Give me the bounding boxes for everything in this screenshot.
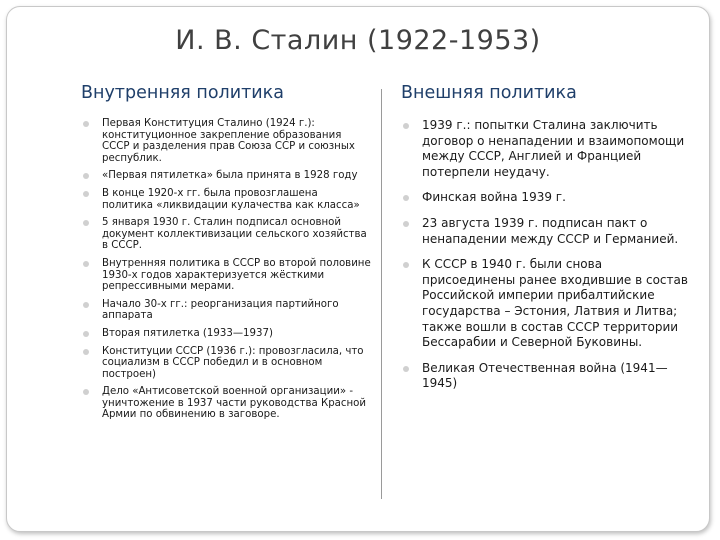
list-item-text: «Первая пятилетка» была принята в 1928 году: [102, 170, 358, 182]
list-item-text: К СССР в 1940 г. были снова присоединены ранее входившие в состав Российской империи прибалтийские государства – Эстония, Латвия и Литва; также вошли в состав СССР территории Бессарабии и Северной Буковины.: [422, 257, 688, 350]
bullet-icon: [403, 366, 409, 372]
slide: [6, 6, 710, 532]
list-item-text: Вторая пятилетка (1933—1937): [102, 327, 273, 339]
list-item: [81, 170, 371, 182]
list-item: [401, 361, 691, 392]
list-item: [81, 346, 371, 381]
bullet-icon: [83, 121, 89, 127]
list-item: [81, 118, 371, 164]
list-item: [81, 386, 371, 421]
bullet-icon: [83, 191, 89, 197]
list-item: [401, 190, 691, 206]
bullet-icon: [403, 262, 409, 268]
bullet-icon: [83, 349, 89, 355]
foreign-policy-heading: Внешняя политика: [401, 83, 577, 103]
bullet-icon: [83, 220, 89, 226]
list-item-text: Конституции СССР (1936 г.): провозгласила, что социализм в СССР победил и в основном построен): [102, 345, 364, 380]
list-item: [81, 217, 371, 252]
list-item: [401, 216, 691, 247]
list-item-text: Великая Отечественная война (1941— 1945): [422, 360, 668, 391]
list-item: [401, 118, 691, 180]
list-item-text: 23 августа 1939 г. подписан пакт о ненападении между СССР и Германией.: [422, 215, 679, 246]
bullet-icon: [83, 389, 89, 395]
domestic-policy-list: [81, 118, 371, 427]
list-item-text: Внутренняя политика в СССР во второй половине 1930-х годов характеризуется жёсткими репрессивными мерами.: [102, 257, 371, 293]
bullet-icon: [403, 221, 409, 227]
list-item-text: Начало 30-х гг.: реорганизация партийного аппарата: [102, 298, 339, 322]
list-item-text: Финская война 1939 г.: [422, 190, 566, 205]
list-item: [81, 299, 371, 322]
list-item-text: Первая Конституция Сталино (1924 г.): конституционное закрепление образования СССР и разделения прав Союза ССР и союзных республик.: [102, 118, 355, 164]
bullet-icon: [403, 123, 409, 129]
foreign-policy-list: [401, 118, 691, 402]
column-divider: [381, 89, 382, 499]
bullet-icon: [403, 195, 409, 201]
list-item-text: В конце 1920-х гг. была провозглашена политика «ликвидации кулачества как класса»: [102, 187, 360, 211]
slide-title: И. В. Сталин (1922-1953): [175, 25, 541, 56]
domestic-policy-heading: Внутренняя политика: [81, 83, 284, 103]
list-item-text: 5 января 1930 г. Сталин подписал основной документ коллективизации сельского хозяйства в СССР.: [102, 217, 367, 252]
list-item: [401, 257, 691, 351]
list-item: [81, 328, 371, 340]
list-item: [81, 258, 371, 293]
list-item: [81, 188, 371, 211]
bullet-icon: [83, 261, 89, 267]
bullet-icon: [83, 331, 89, 337]
bullet-icon: [83, 173, 89, 179]
list-item-text: 1939 г.: попытки Сталина заключить договор о ненападении и взаимопомощи между СССР, Англией и Францией потерпели неудачу.: [422, 118, 685, 179]
list-item-text: Дело «Антисоветской военной организации» - уничтожение в 1937 части руководства Красной Армии по обвинению в заговоре.: [102, 386, 367, 421]
bullet-icon: [83, 302, 89, 308]
